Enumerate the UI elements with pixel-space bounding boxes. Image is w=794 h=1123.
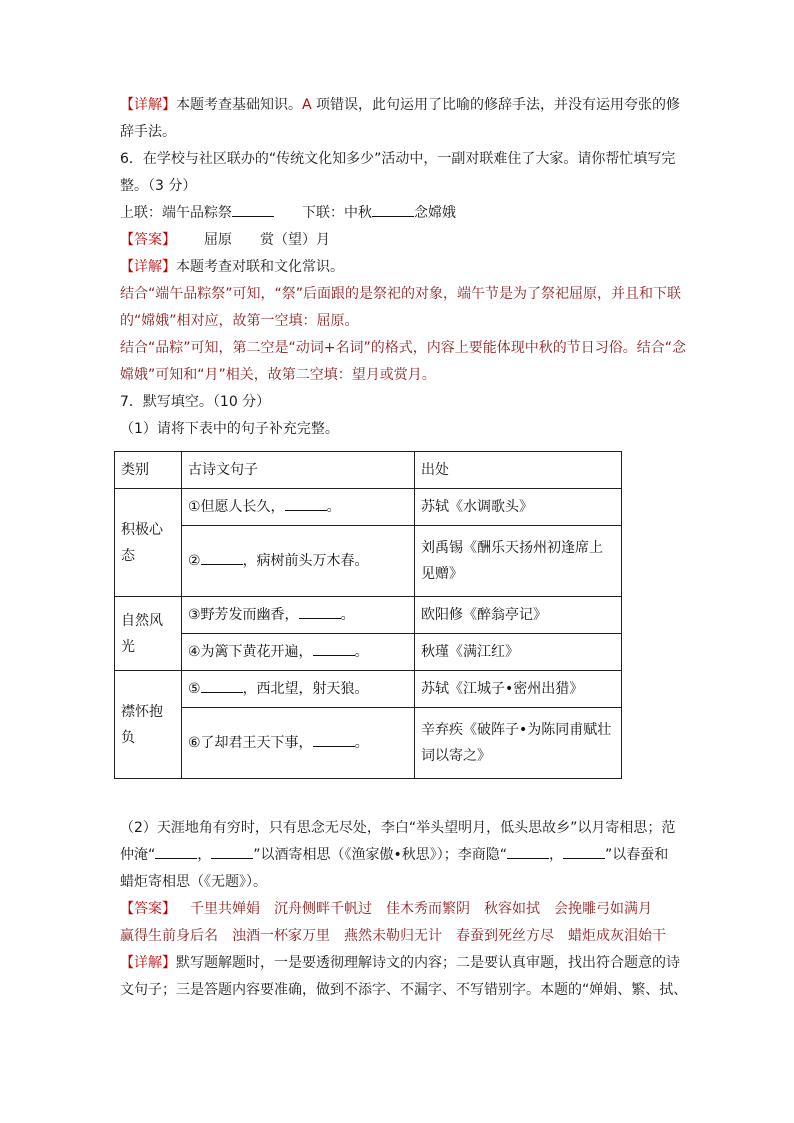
category-cell: 自然风光: [115, 597, 182, 671]
category-cell: 积极心态: [115, 489, 182, 597]
answer-tag: 【答案】: [120, 901, 176, 917]
q6-couplet: 上联：端午品粽祭 下联：中秋 念嫦娥: [120, 200, 680, 227]
blank-field[interactable]: [563, 844, 605, 859]
q6-exp2b: 嫦娥”可知和“月”相关，故第二空填：望月或赏月。: [120, 367, 436, 383]
sentence-cell: ①但愿人长久， 。: [182, 489, 415, 526]
table-row: [115, 708, 622, 779]
top-detail-line2: 辞手法。: [120, 124, 176, 140]
detail-tag: 【详解】: [120, 259, 176, 275]
q7-answer-line1: 【答案】 千里共婵娟 沉舟侧畔千帆过 佳木秀而繁阴 秋容如拭 会挽雕弓如满月: [120, 901, 652, 917]
blank-field[interactable]: [155, 844, 197, 859]
blank-field[interactable]: [211, 844, 253, 859]
source-cell: 苏轼《江城子•密州出猎》: [415, 671, 622, 708]
blank-field[interactable]: [313, 641, 355, 656]
top-detail-line1: 【详解】本题考查基础知识。A 项错误，此句运用了比喻的修辞手法，并没有运用夸张的修: [120, 97, 681, 113]
table-row: [115, 597, 622, 634]
header-source: 出处: [415, 452, 622, 489]
blank-field[interactable]: [285, 496, 327, 511]
q6-detail: 【详解】本题考查对联和文化常识。: [120, 259, 344, 275]
table-row: [115, 526, 622, 597]
source-cell: 秋瑾《满江红》: [415, 634, 622, 671]
blank-1[interactable]: [232, 202, 274, 217]
source-cell: 辛弃疾《破阵子•为陈同甫赋壮词以寄之》: [415, 708, 622, 779]
table-row: [115, 634, 622, 671]
sentence-cell: ③野芳发而幽香， 。: [182, 597, 415, 634]
q6-exp2a: 结合“品粽”可知，第二空是“动词+名词”的格式，内容上要能体现中秋的节日习俗。结合“念: [120, 340, 686, 356]
sentence-cell: ⑤ ，西北望，射天狼。: [182, 671, 415, 708]
blank-field[interactable]: [299, 604, 341, 619]
q7-title: 7．默写填空。（10 分）: [120, 394, 271, 410]
q6-answer: 【答案】 屈原 赏（望）月: [120, 232, 330, 248]
q7-part2: [120, 815, 688, 1004]
blank-field[interactable]: [313, 732, 355, 747]
table-header-row: [115, 452, 622, 489]
poem-table: [114, 451, 622, 779]
answer-tag: 【答案】: [120, 232, 176, 248]
q7-answer-line2: 赢得生前身后名 浊酒一杯家万里 燕然未勒归无计 春蚕到死丝方尽 蜡炬成灰泪始干: [120, 928, 666, 944]
source-cell: 苏轼《水调歌头》: [415, 489, 622, 526]
table-row: [115, 489, 622, 526]
q6-title: 6．在学校与社区联办的“传统文化知多少”活动中，一副对联难住了大家。请你帮忙填写完: [120, 151, 676, 167]
source-cell: 刘禹锡《酬乐天扬州初逢席上见赠》: [415, 526, 622, 597]
header-category: 类别: [115, 452, 182, 489]
blank-field[interactable]: [201, 678, 243, 693]
sentence-cell: ② ，病树前头万木春。: [182, 526, 415, 597]
page-content: [120, 92, 686, 443]
detail-tag: 【详解】: [120, 97, 176, 113]
q7-detail-line1: 【详解】默写题解题时，一是要透彻理解诗文的内容；二是要认真审题，找出符合题意的诗: [120, 955, 680, 971]
sentence-cell: ④为篱下黄花开遍， 。: [182, 634, 415, 671]
category-cell: 襟怀抱负: [115, 671, 182, 779]
table-row: [115, 671, 622, 708]
q7-detail-line2: 文句子；三是答题内容要准确，做到不添字、不漏字、不写错别字。本题的“婵娟、繁、拭、: [120, 982, 688, 998]
q6-exp1b: 的“嫦娥”相对应，故第一空填：屈原。: [120, 313, 359, 329]
blank-field[interactable]: [201, 550, 243, 565]
q7-sub1: （1）请将下表中的句子补充完整。: [120, 421, 339, 437]
q7-sub2-line2: 仲淹“ ， ”以酒寄相思（《渔家傲•秋思》）；李商隐“ ， ”以春蚕和: [120, 842, 680, 869]
q6-exp1a: 结合“端午品粽祭”可知，“祭”后面跟的是祭祀的对象，端午节是为了祭祀屈原，并且和下联: [120, 286, 682, 302]
q6-title-cont: 整。（3 分）: [120, 178, 197, 194]
source-cell: 欧阳修《醉翁亭记》: [415, 597, 622, 634]
q7-sub2-line1: （2）天涯地角有穷时，只有思念无尽处，李白“举头望明月，低头思故乡”以月寄相思；范: [120, 820, 676, 836]
detail-tag: 【详解】: [120, 955, 176, 971]
sentence-cell: ⑥了却君王天下事， 。: [182, 708, 415, 779]
blank-field[interactable]: [507, 844, 549, 859]
header-sentence: 古诗文句子: [182, 452, 415, 489]
blank-2[interactable]: [372, 202, 414, 217]
q7-sub2-line3: 蜡炬寄相思（《无题》）。: [120, 874, 267, 890]
